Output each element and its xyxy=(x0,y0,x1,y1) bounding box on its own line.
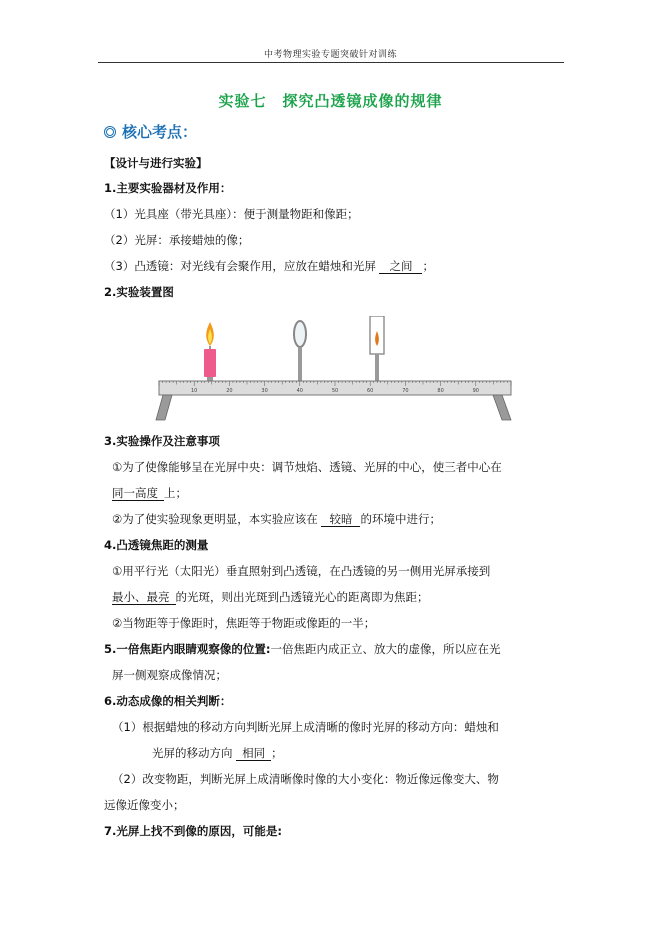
candle xyxy=(204,322,216,383)
item4-line3: ②当物距等于像距时，焦距等于物距或像距的一半； xyxy=(112,616,376,630)
item3-heading: 3.实验操作及注意事项 xyxy=(104,434,220,448)
item3-line2: 同一高度 上； xyxy=(112,486,187,500)
page-header: 中考物理实验专题突破针对训练 xyxy=(263,50,397,60)
item1-line2: （2）光屏：承接蜡烛的像； xyxy=(104,233,250,247)
light-screen xyxy=(370,316,384,381)
item1-line3: （3）凸透镜：对光线有会聚作用，应放在蜡烛和光屏 之间 ； xyxy=(104,259,434,273)
convex-lens xyxy=(294,321,306,381)
optical-bench-diagram xyxy=(155,316,515,422)
item4-heading: 4.凸透镜焦距的测量 xyxy=(104,538,209,552)
item5-line2: 屏一侧观察成像情况； xyxy=(112,668,227,682)
ruler-label: 80 xyxy=(437,388,444,394)
ruler-label: 70 xyxy=(402,388,409,394)
ruler-label: 40 xyxy=(296,388,303,394)
ruler-label: 10 xyxy=(191,388,198,394)
graduated-bench xyxy=(159,381,511,395)
bench-legs xyxy=(156,395,511,420)
answer-blank: 最小、最亮 xyxy=(112,591,176,605)
item1-line1: （1）光具座（带光具座）：便于测量物距和像距； xyxy=(104,207,359,221)
answer-blank: 同一高度 xyxy=(112,487,164,501)
section-heading: 【设计与进行实验】 xyxy=(104,156,208,170)
item1-heading: 1.主要实验器材及作用： xyxy=(104,181,232,195)
item4-line2: 最小、最亮 的光斑，则出光斑到凸透镜光心的距离即为焦距； xyxy=(112,590,429,604)
item3-line3: ②为了使实验现象更明显，本实验应该在 较暗 的环境中进行； xyxy=(112,512,441,526)
item6-line2: 光屏的移动方向 相同 ； xyxy=(152,746,283,760)
item3-line1: ①为了使像能够呈在光屏中央：调节烛焰、透镜、光屏的中心，使三者中心在 xyxy=(112,460,502,474)
target-icon xyxy=(104,126,116,138)
ruler-label: 30 xyxy=(261,388,268,394)
answer-blank: 相同 xyxy=(236,747,271,761)
answer-blank: 之间 xyxy=(379,260,422,274)
ruler-label: 90 xyxy=(472,388,479,394)
item2-heading: 2.实验装置图 xyxy=(104,285,174,299)
item4-line1: ①用平行光（太阳光）垂直照射到凸透镜，在凸透镜的另一侧用光屏承接到 xyxy=(112,564,491,578)
ruler-label: 50 xyxy=(331,388,339,394)
item6-line4: 远像近像变小； xyxy=(104,798,185,812)
item7-heading: 7.光屏上找不到像的原因，可能是: xyxy=(104,824,282,838)
item5-line1: 5.一倍焦距内眼睛观察像的位置:一倍焦距内成正立、放大的虚像，所以应在光 xyxy=(104,642,501,656)
item6-line3: （2）改变物距，判断光屏上成清晰像时像的大小变化：物近像远像变大、物 xyxy=(112,772,499,786)
ruler-label: 60 xyxy=(367,388,374,394)
item6-heading: 6.动态成像的相关判断： xyxy=(104,694,232,708)
core-points-label: 核心考点： xyxy=(122,123,198,141)
ruler-label: 20 xyxy=(226,388,233,394)
page-title: 实验七 探究凸透镜成像的规律 xyxy=(218,92,443,110)
core-points-heading xyxy=(104,121,197,142)
answer-blank: 较暗 xyxy=(321,513,360,527)
header-rule xyxy=(98,62,564,63)
item6-line1: （1）根据蜡烛的移动方向判断光屏上成清晰的像时光屏的移动方向：蜡烛和 xyxy=(112,720,499,734)
